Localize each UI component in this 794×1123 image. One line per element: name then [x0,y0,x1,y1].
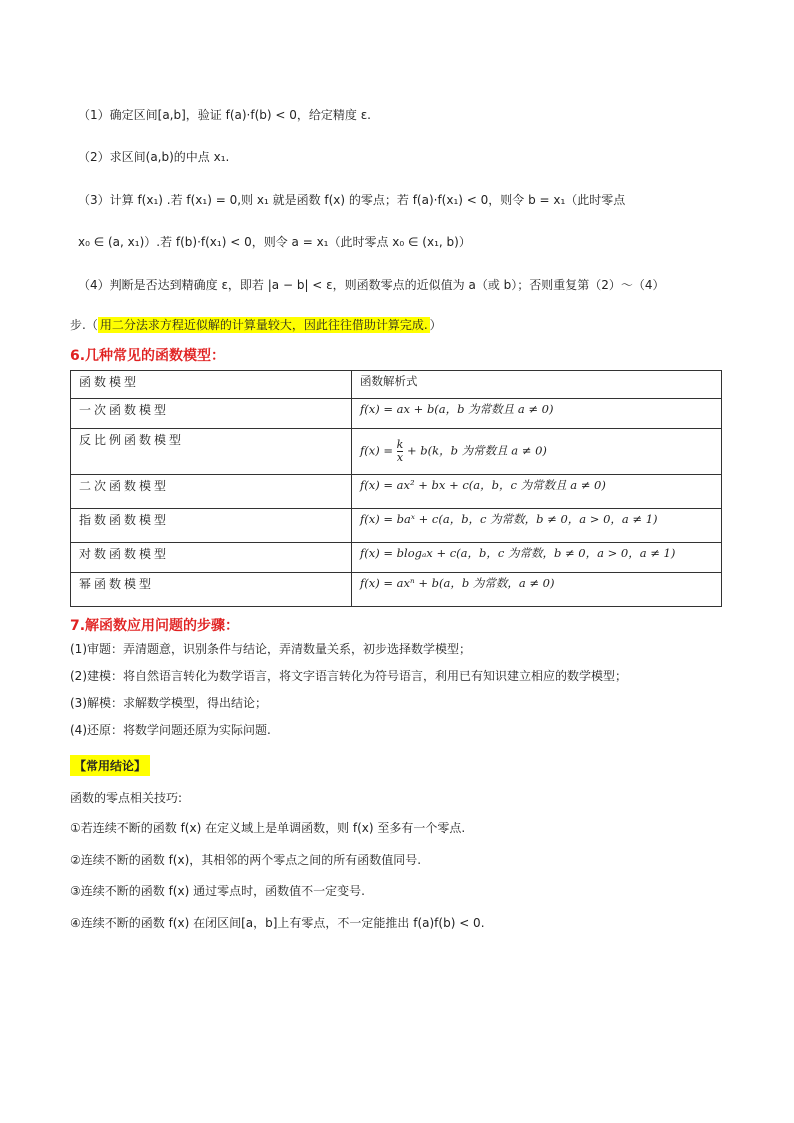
table-row [71,509,722,543]
model-name: 指数函数模型 [71,509,352,543]
step-4-line-2 [70,316,442,334]
conclusion-item-3: ③连续不断的函数 f(x) 通过零点时，函数值不一定变号. [70,884,365,898]
table-row [71,429,722,475]
header-formula: 函数解析式 [352,371,722,399]
table-row [71,543,722,573]
table-row [71,399,722,429]
step-1: （1）确定区间[a,b]，验证 f(a)·f(b) < 0，给定精度 ε. [78,108,371,122]
model-formula [352,429,722,475]
conclusion-item-2: ②连续不断的函数 f(x)，其相邻的两个零点之间的所有函数值同号. [70,853,422,867]
model-name: 反比例函数模型 [71,429,352,475]
fraction-numerator: k [396,438,404,451]
conclusion-item-1: ①若连续不断的函数 f(x) 在定义域上是单调函数，则 f(x) 至多有一个零点. [70,821,466,835]
model-formula: f(x) = blogₐx + c(a，b，c 为常数，b ≠ 0，a > 0，a ≠ 1) [352,543,722,573]
step-4-suffix: ） [429,318,442,332]
formula-suffix: + b(k，b 为常数且 a ≠ 0) [403,443,547,458]
model-formula: f(x) = ax + b(a，b 为常数且 a ≠ 0) [352,399,722,429]
model-name: 一次函数模型 [71,399,352,429]
common-conclusions-badge: 【常用结论】 [70,755,150,776]
function-model-table [70,370,722,607]
step-4-prefix: 步.（ [70,318,98,332]
model-formula: f(x) = ax² + bx + c(a，b，c 为常数且 a ≠ 0) [352,475,722,509]
model-formula: f(x) = axⁿ + b(a，b 为常数，a ≠ 0) [352,573,722,607]
section-6-title: 6.几种常见的函数模型： [70,348,226,364]
section-7-title: 7.解函数应用问题的步骤： [70,618,240,634]
model-name: 二次函数模型 [71,475,352,509]
step-2: （2）求区间(a,b)的中点 x₁. [78,150,230,164]
conclusion-item-4: ④连续不断的函数 f(x) 在闭区间[a，b]上有零点，不一定能推出 f(a)f(b) < 0. [70,916,485,930]
model-formula: f(x) = baˣ + c(a，b，c 为常数，b ≠ 0，a > 0，a ≠ 1) [352,509,722,543]
table-row [71,475,722,509]
conclusions-intro: 函数的零点相关技巧: [70,791,183,805]
step-3-line-2: x₀ ∈ (a, x₁)）.若 f(b)·f(x₁) < 0，则令 a = x₁（此时零点 x₀ ∈ (x₁, b)） [78,235,471,249]
step-4-line-1: （4）判断是否达到精确度 ε，即若 |a − b| < ε，则函数零点的近似值为 a（或 b）；否则重复第（2）～（4） [78,278,665,292]
table-header-row [71,371,722,399]
step-4-highlight: 用二分法求方程近似解的计算量较大，因此往往借助计算完成. [99,318,428,332]
section-7-item-4: (4)还原：将数学问题还原为实际问题. [70,723,271,737]
section-7-item-3: (3)解模：求解数学模型，得出结论； [70,696,267,710]
fraction-denominator: x [396,451,404,464]
step-3-line-1: （3）计算 f(x₁) .若 f(x₁) = 0,则 x₁ 就是函数 f(x) 的零点；若 f(a)·f(x₁) < 0，则令 b = x₁（此时零点 [78,193,626,207]
section-7-item-2: (2)建模：将自然语言转化为数学语言，将文字语言转化为符号语言，利用已有知识建立相应的数学模型； [70,669,628,683]
header-model: 函数模型 [71,371,352,399]
section-7-item-1: (1)审题：弄清题意，识别条件与结论，弄清数量关系，初步选择数学模型； [70,642,472,656]
model-name: 对数函数模型 [71,543,352,573]
formula-prefix: f(x) = [360,443,397,458]
table-row [71,573,722,607]
model-name: 幂函数模型 [71,573,352,607]
